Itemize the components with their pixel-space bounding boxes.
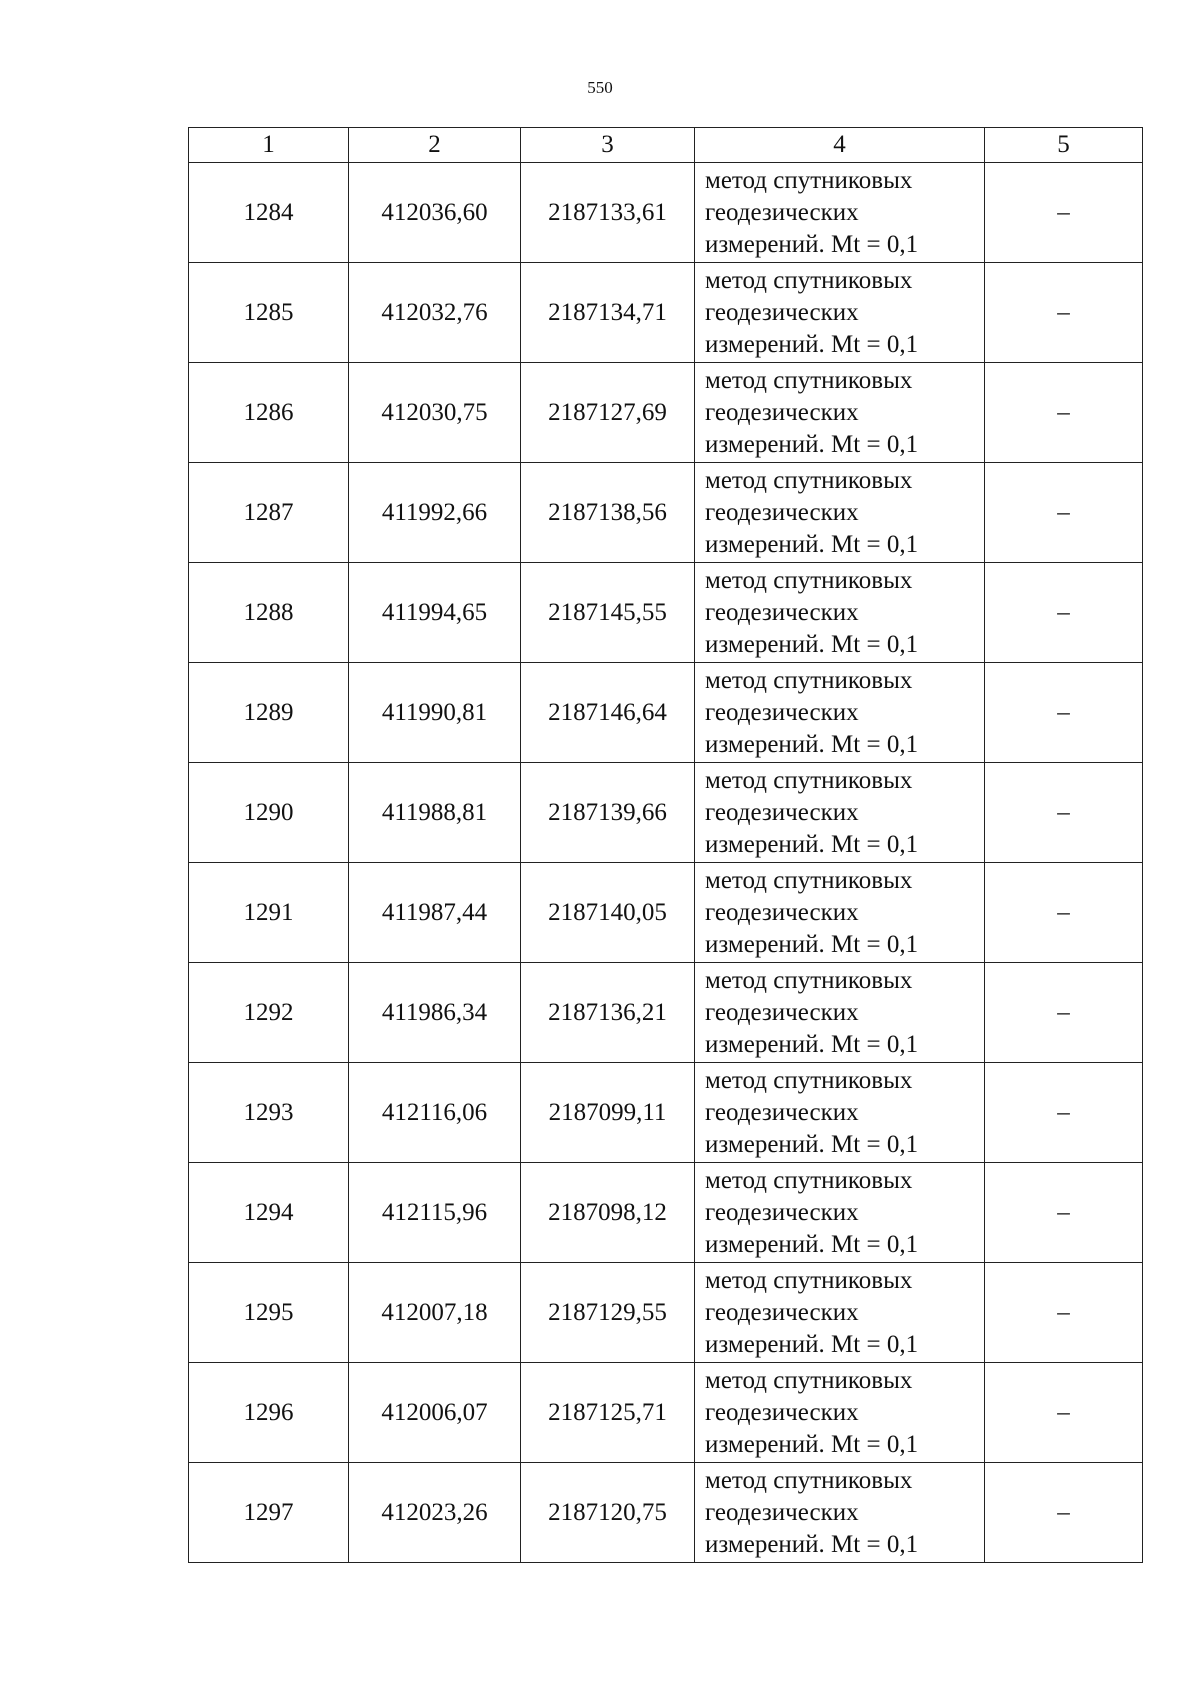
note: –	[985, 163, 1143, 263]
point-number: 1292	[189, 963, 349, 1063]
note: –	[985, 1463, 1143, 1563]
method-description: метод спутниковых геодезических измерений. Mt = 0,1	[695, 363, 985, 463]
column-header: 3	[521, 128, 695, 163]
point-number: 1294	[189, 1163, 349, 1263]
y-coordinate: 2187129,55	[521, 1263, 695, 1363]
point-number: 1291	[189, 863, 349, 963]
column-header: 1	[189, 128, 349, 163]
column-header: 5	[985, 128, 1143, 163]
table-row	[189, 963, 1143, 1063]
note: –	[985, 963, 1143, 1063]
table-row	[189, 363, 1143, 463]
method-description: метод спутниковых геодезических измерений. Mt = 0,1	[695, 763, 985, 863]
method-description: метод спутниковых геодезических измерений. Mt = 0,1	[695, 1063, 985, 1163]
table-row	[189, 863, 1143, 963]
table-row	[189, 263, 1143, 363]
table-row	[189, 663, 1143, 763]
table-row	[189, 1263, 1143, 1363]
table-row	[189, 1363, 1143, 1463]
y-coordinate: 2187133,61	[521, 163, 695, 263]
method-description: метод спутниковых геодезических измерений. Mt = 0,1	[695, 663, 985, 763]
method-description: метод спутниковых геодезических измерений. Mt = 0,1	[695, 1363, 985, 1463]
note: –	[985, 563, 1143, 663]
x-coordinate: 412030,75	[349, 363, 521, 463]
y-coordinate: 2187120,75	[521, 1463, 695, 1563]
point-number: 1297	[189, 1463, 349, 1563]
y-coordinate: 2187125,71	[521, 1363, 695, 1463]
point-number: 1290	[189, 763, 349, 863]
point-number: 1284	[189, 163, 349, 263]
x-coordinate: 412036,60	[349, 163, 521, 263]
table-row	[189, 1063, 1143, 1163]
point-number: 1287	[189, 463, 349, 563]
x-coordinate: 411994,65	[349, 563, 521, 663]
method-description: метод спутниковых геодезических измерений. Mt = 0,1	[695, 1463, 985, 1563]
method-description: метод спутниковых геодезических измерений. Mt = 0,1	[695, 863, 985, 963]
point-number: 1296	[189, 1363, 349, 1463]
method-description: метод спутниковых геодезических измерений. Mt = 0,1	[695, 263, 985, 363]
x-coordinate: 411987,44	[349, 863, 521, 963]
table-row	[189, 763, 1143, 863]
y-coordinate: 2187134,71	[521, 263, 695, 363]
point-number: 1289	[189, 663, 349, 763]
y-coordinate: 2187127,69	[521, 363, 695, 463]
x-coordinate: 412115,96	[349, 1163, 521, 1263]
y-coordinate: 2187145,55	[521, 563, 695, 663]
point-number: 1295	[189, 1263, 349, 1363]
column-header: 2	[349, 128, 521, 163]
x-coordinate: 411992,66	[349, 463, 521, 563]
note: –	[985, 1163, 1143, 1263]
x-coordinate: 411986,34	[349, 963, 521, 1063]
note: –	[985, 363, 1143, 463]
y-coordinate: 2187140,05	[521, 863, 695, 963]
x-coordinate: 412023,26	[349, 1463, 521, 1563]
table-row	[189, 1163, 1143, 1263]
page-number: 550	[587, 78, 613, 97]
y-coordinate: 2187098,12	[521, 1163, 695, 1263]
note: –	[985, 763, 1143, 863]
column-header: 4	[695, 128, 985, 163]
header-row	[189, 128, 1143, 163]
method-description: метод спутниковых геодезических измерений. Mt = 0,1	[695, 163, 985, 263]
method-description: метод спутниковых геодезических измерений. Mt = 0,1	[695, 1163, 985, 1263]
note: –	[985, 863, 1143, 963]
y-coordinate: 2187136,21	[521, 963, 695, 1063]
point-number: 1285	[189, 263, 349, 363]
method-description: метод спутниковых геодезических измерений. Mt = 0,1	[695, 1263, 985, 1363]
method-description: метод спутниковых геодезических измерений. Mt = 0,1	[695, 563, 985, 663]
x-coordinate: 412116,06	[349, 1063, 521, 1163]
note: –	[985, 1263, 1143, 1363]
point-number: 1288	[189, 563, 349, 663]
x-coordinate: 411990,81	[349, 663, 521, 763]
y-coordinate: 2187138,56	[521, 463, 695, 563]
table-row	[189, 563, 1143, 663]
x-coordinate: 412032,76	[349, 263, 521, 363]
note: –	[985, 663, 1143, 763]
y-coordinate: 2187146,64	[521, 663, 695, 763]
point-number: 1286	[189, 363, 349, 463]
note: –	[985, 1063, 1143, 1163]
point-number: 1293	[189, 1063, 349, 1163]
table-row	[189, 163, 1143, 263]
x-coordinate: 412007,18	[349, 1263, 521, 1363]
note: –	[985, 463, 1143, 563]
y-coordinate: 2187139,66	[521, 763, 695, 863]
table-row	[189, 1463, 1143, 1563]
table-row	[189, 463, 1143, 563]
note: –	[985, 1363, 1143, 1463]
y-coordinate: 2187099,11	[521, 1063, 695, 1163]
coordinates-table	[188, 127, 1143, 1563]
note: –	[985, 263, 1143, 363]
method-description: метод спутниковых геодезических измерений. Mt = 0,1	[695, 463, 985, 563]
x-coordinate: 412006,07	[349, 1363, 521, 1463]
x-coordinate: 411988,81	[349, 763, 521, 863]
method-description: метод спутниковых геодезических измерений. Mt = 0,1	[695, 963, 985, 1063]
